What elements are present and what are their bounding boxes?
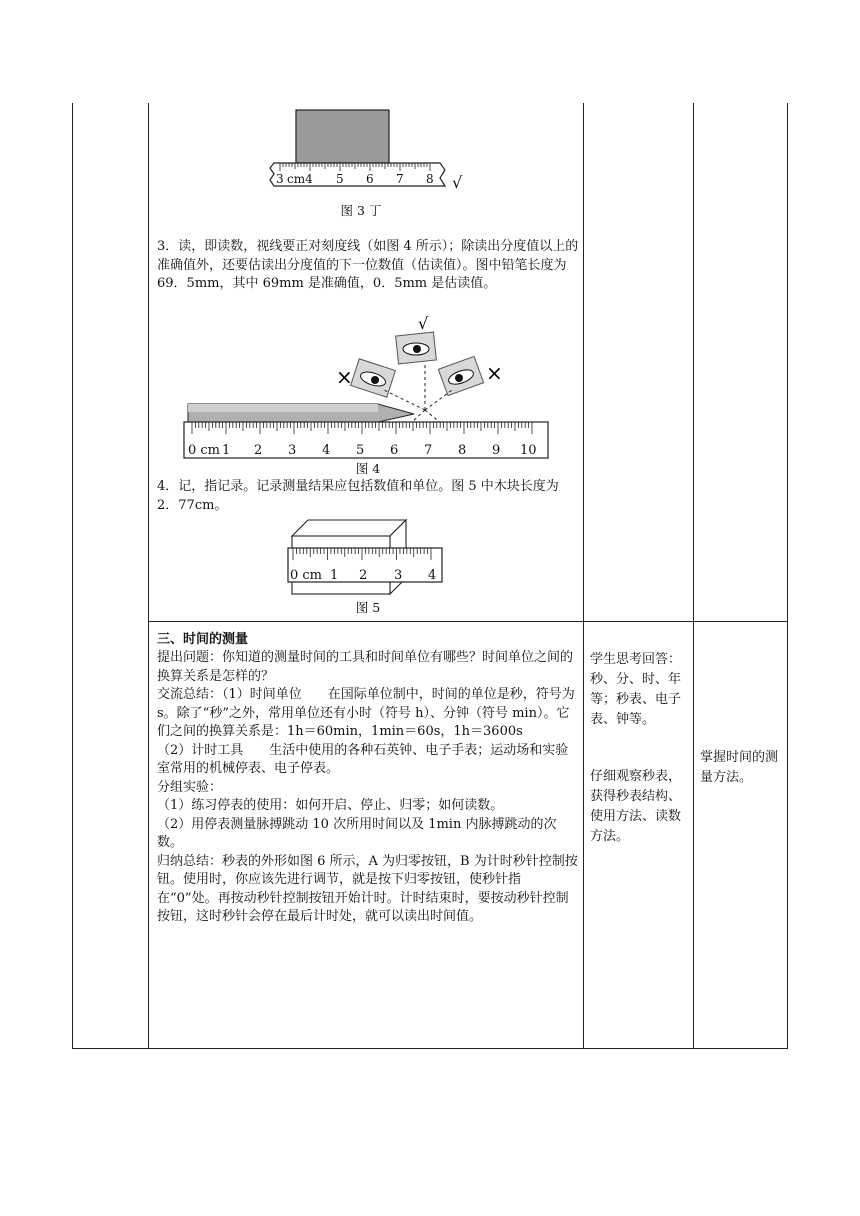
fig4-tick-label: 1 xyxy=(222,443,231,458)
fig3-tick-label: 8 xyxy=(426,172,434,186)
figure-4-caption: 图 4 xyxy=(355,461,381,476)
time-line: 归纳总结：秒表的外形如图 6 所示，A 为归零按钮，B 为计时秒针控制按钮。使用时，你应该先进行调节，就是按下归零按钮，使秒针指在“0”处。再按动秒针控制按钮开始计时。计时结束时，要按动秒针控制按钮，这时秒针会停在最后计时处，就可以读出时间值。 xyxy=(157,853,578,924)
fig5-tick-label: 2 xyxy=(359,568,368,583)
time-line: （2）用停表测量脉搏跳动 10 次所用时间以及 1min 内脉搏跳动的次数。 xyxy=(157,816,557,850)
table-border-left xyxy=(72,103,73,1049)
fig5-tick-label: 0 cm xyxy=(290,568,323,583)
table-row-divider xyxy=(148,621,788,622)
eye-center-icon xyxy=(396,332,437,364)
fig4-tick-label: 7 xyxy=(424,443,433,458)
fig5-tick-label: 4 xyxy=(428,568,437,583)
time-section-body xyxy=(157,649,579,927)
table-border-right xyxy=(787,103,788,1049)
fig5-tick-label: 1 xyxy=(330,568,339,583)
fig4-cross-left: × xyxy=(336,365,353,389)
fig4-tick-label: 3 xyxy=(288,443,297,458)
fig4-check-mark: √ xyxy=(418,314,429,333)
fig3-tick-label: 6 xyxy=(366,172,374,186)
fig4-tick-label: 9 xyxy=(492,443,501,458)
fig5-tick-label: 3 xyxy=(394,568,403,583)
fig4-tick-label: 4 xyxy=(322,443,331,458)
table-col-divider-2 xyxy=(583,103,584,1049)
table-border-bottom xyxy=(72,1048,788,1049)
time-line: 分组实验： xyxy=(157,779,223,795)
fig4-tick-label: 8 xyxy=(458,443,467,458)
student-activity-answer: 学生思考回答：秒、分、时、年等；秒表、电子表、钟等。 xyxy=(590,652,682,727)
fig4-tick-label: 6 xyxy=(390,443,399,458)
fig4-tick-label: 0 cm xyxy=(188,443,221,458)
time-line: 提出问题：你知道的测量时间的工具和时间单位有哪些？时间单位之间的换算关系是怎样的？ xyxy=(157,650,574,684)
fig3-tick-label: 3 xyxy=(276,172,284,186)
eye-left-icon xyxy=(351,359,396,397)
paragraph-read: 3．读，即读数，视线要正对刻度线（如图 4 所示）；除读出分度值以上的准确值外，还要估读出分度值的下一位数值（估读值）。图中铅笔长度为 69．5mm，其中 69mm 是准确值，0．5mm 是估读值。 xyxy=(157,239,579,291)
figure-5-caption: 图 5 xyxy=(355,600,381,615)
figure-4-ruler-pencil-eyes xyxy=(184,312,554,460)
fig4-tick-label: 5 xyxy=(356,443,365,458)
fig4-cross-right: × xyxy=(486,361,503,385)
figure-5-ruler-block xyxy=(288,518,448,598)
table-col-divider-1 xyxy=(148,103,149,1049)
fig4-tick-label: 2 xyxy=(254,443,263,458)
fig3-check-mark: √ xyxy=(452,173,463,192)
student-activity-observe: 仔细观察秒表，获得秒表结构、使用方法、读数方法。 xyxy=(590,769,682,844)
paragraph-record: 4．记，指记录。记录测量结果应包括数值和单位。图 5 中木块长度为 2．77cm。 xyxy=(157,479,559,513)
time-line: 交流总结：（1）时间单位 在国际单位制中，时间的单位是秒，符号为 s。除了“秒”之外，常用单位还有小时（符号 h）、分钟（符号 min）。它们之间的换算关系是：1h＝60min，1min＝60s，1h＝3600s xyxy=(157,687,575,739)
section-title-time: 三、时间的测量 xyxy=(157,632,249,647)
fig3-tick-label: cm4 xyxy=(287,172,313,186)
eye-right-icon xyxy=(438,356,483,395)
fig3-tick-label: 7 xyxy=(396,172,404,186)
design-intent: 掌握时间的测量方法。 xyxy=(700,750,779,785)
figure-3-ruler-block xyxy=(262,108,482,198)
fig3-tick-label: 5 xyxy=(336,172,344,186)
table-col-divider-3 xyxy=(693,103,694,1049)
figure-3-caption: 图 3 丁 xyxy=(340,203,382,218)
fig4-tick-label: 10 xyxy=(520,443,537,458)
time-line: （2）计时工具 生活中使用的各种石英钟、电子手表；运动场和实验室常用的机械停表、电子停表。 xyxy=(157,742,569,776)
time-line: （1）练习停表的使用：如何开启、停止、归零；如何读数。 xyxy=(157,798,504,813)
